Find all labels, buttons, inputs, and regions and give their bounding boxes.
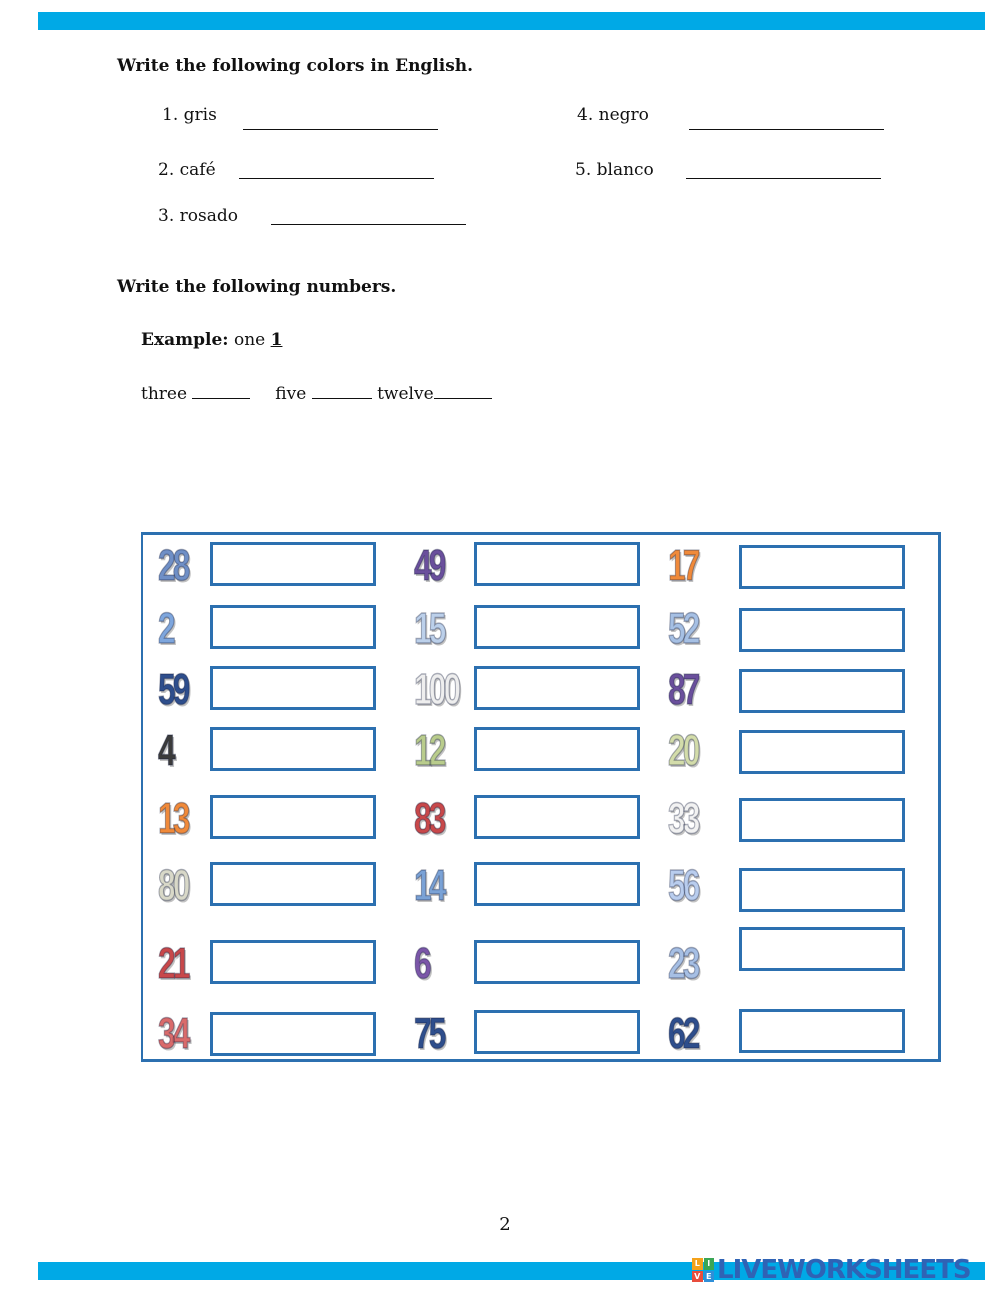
logo-text: LIVEWORKSHEETS (717, 1255, 971, 1285)
example-line (141, 330, 282, 350)
grid-number-62: 62 (668, 1009, 698, 1058)
answer-box-20[interactable] (739, 730, 905, 774)
answer-box-49[interactable] (474, 542, 640, 586)
color-answer-4[interactable] (689, 111, 884, 130)
answer-box-28[interactable] (210, 542, 376, 586)
grid-number-23: 23 (668, 939, 698, 988)
logo-cube-letter: E (704, 1271, 715, 1283)
grid-number-6: 6 (414, 939, 429, 988)
grid-number-33: 33 (668, 794, 698, 843)
answer-box-34[interactable] (210, 1012, 376, 1056)
answer-box-17[interactable] (739, 545, 905, 589)
numbers-heading: Write the following numbers. (117, 277, 397, 297)
answer-box-21[interactable] (210, 940, 376, 984)
grid-number-4: 4 (158, 726, 173, 775)
example-answer: 1 (270, 330, 283, 350)
grid-number-49: 49 (414, 541, 444, 590)
grid-number-34: 34 (158, 1009, 188, 1058)
grid-number-21: 21 (158, 939, 188, 988)
answer-box-83[interactable] (474, 795, 640, 839)
color-item-rosado: 3. rosado (158, 206, 238, 226)
color-answer-2[interactable] (239, 160, 434, 179)
number-word-three: three (141, 384, 188, 404)
answer-box-52[interactable] (739, 608, 905, 652)
answer-box-6[interactable] (474, 940, 640, 984)
answer-box-100[interactable] (474, 666, 640, 710)
answer-box-75[interactable] (474, 1010, 640, 1054)
answer-box-12[interactable] (474, 727, 640, 771)
answer-box-23[interactable] (739, 927, 905, 971)
color-answer-5[interactable] (686, 160, 881, 179)
grid-number-12: 12 (414, 726, 444, 775)
answer-box-4[interactable] (210, 727, 376, 771)
answer-box-15[interactable] (474, 605, 640, 649)
grid-number-28: 28 (158, 541, 188, 590)
logo-cube-letter: V (692, 1271, 703, 1283)
color-item-cafe: 2. café (158, 160, 216, 180)
number-words-row (141, 384, 492, 404)
answer-box-56[interactable] (739, 868, 905, 912)
answer-box-59[interactable] (210, 666, 376, 710)
grid-number-14: 14 (414, 861, 444, 910)
color-item-gris: 1. gris (162, 105, 217, 125)
grid-number-56: 56 (668, 861, 698, 910)
grid-number-83: 83 (414, 794, 444, 843)
answer-box-14[interactable] (474, 862, 640, 906)
number-blank-five[interactable] (312, 384, 372, 399)
grid-number-87: 87 (668, 665, 698, 714)
answer-box-13[interactable] (210, 795, 376, 839)
color-item-blanco: 5. blanco (575, 160, 654, 180)
liveworksheets-logo (692, 1255, 971, 1285)
grid-number-59: 59 (158, 665, 188, 714)
grid-number-52: 52 (668, 604, 698, 653)
example-label: Example: (141, 330, 229, 350)
color-answer-3[interactable] (271, 206, 466, 225)
page-number: 2 (499, 1214, 511, 1235)
colors-heading: Write the following colors in English. (117, 56, 474, 76)
number-blank-three[interactable] (192, 384, 250, 399)
grid-number-2: 2 (158, 604, 173, 653)
answer-box-2[interactable] (210, 605, 376, 649)
answer-box-33[interactable] (739, 798, 905, 842)
grid-number-15: 15 (414, 604, 444, 653)
number-blank-twelve[interactable] (434, 384, 492, 399)
logo-cube-letter: I (704, 1258, 715, 1270)
color-answer-1[interactable] (243, 111, 438, 130)
grid-number-20: 20 (668, 726, 698, 775)
answer-box-62[interactable] (739, 1009, 905, 1053)
grid-number-17: 17 (668, 541, 698, 590)
grid-number-100: 100 (414, 665, 459, 714)
grid-number-13: 13 (158, 794, 188, 843)
top-accent-bar (38, 12, 985, 30)
grid-number-75: 75 (414, 1009, 444, 1058)
grid-number-80: 80 (158, 861, 188, 910)
logo-cube-letter: L (692, 1258, 703, 1270)
number-word-twelve: twelve (377, 384, 434, 404)
number-word-five: five (275, 384, 307, 404)
logo-cube-icon (692, 1258, 714, 1282)
answer-box-80[interactable] (210, 862, 376, 906)
example-word: one (233, 330, 266, 350)
color-item-negro: 4. negro (577, 105, 649, 125)
answer-box-87[interactable] (739, 669, 905, 713)
